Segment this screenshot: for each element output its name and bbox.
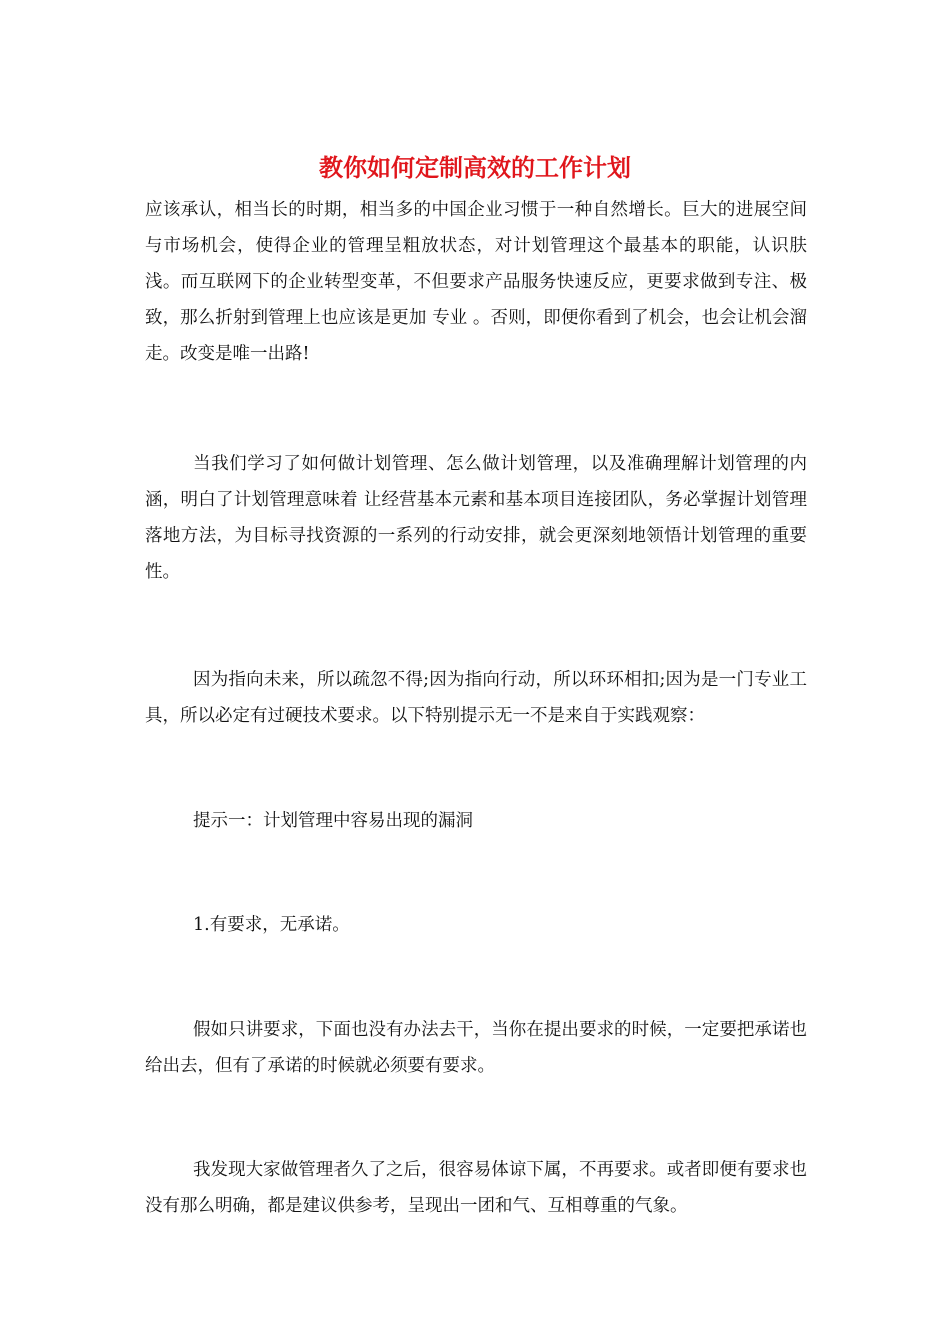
- paragraph-learning: 当我们学习了如何做计划管理、怎么做计划管理，以及准确理解计划管理的内涵，明白了计划管理意味着 让经营基本元素和基本项目连接团队，务必掌握计划管理落地方法，为目标寻找资源的一系列的行动安排，就会更深刻地领悟计划管理的重要性。: [145, 454, 807, 582]
- paragraph-manager: 我发现大家做管理者久了之后，很容易体谅下属，不再要求。或者即便有要求也没有那么明确，都是建议供参考，呈现出一团和气、互相尊重的气象。: [145, 1160, 807, 1216]
- paragraph-future: 因为指向未来，所以疏忽不得;因为指向行动，所以环环相扣;因为是一门专业工具，所以必定有过硬技术要求。以下特别提示无一不是来自于实践观察：: [145, 670, 807, 726]
- paragraph-commitment: 假如只讲要求，下面也没有办法去干，当你在提出要求的时候，一定要把承诺也给出去，但有了承诺的时候就必须要有要求。: [145, 1020, 807, 1076]
- paragraph-intro: 应该承认，相当长的时期，相当多的中国企业习惯于一种自然增长。巨大的进展空间与市场机会，使得企业的管理呈粗放状态，对计划管理这个最基本的职能，认识肤浅。而互联网下的企业转型变革，不但要求产品服务快速反应，更要求做到专注、极致，那么折射到管理上也应该是更加 专业 。否则，即便你看到了机会，也会让机会溜走。改变是唯一出路!: [145, 200, 807, 364]
- document-title: 教你如何定制高效的工作计划: [319, 153, 631, 182]
- list-item-1: 1.有要求，无承诺。: [193, 915, 350, 935]
- tip-heading: 提示一：计划管理中容易出现的漏洞: [193, 811, 473, 831]
